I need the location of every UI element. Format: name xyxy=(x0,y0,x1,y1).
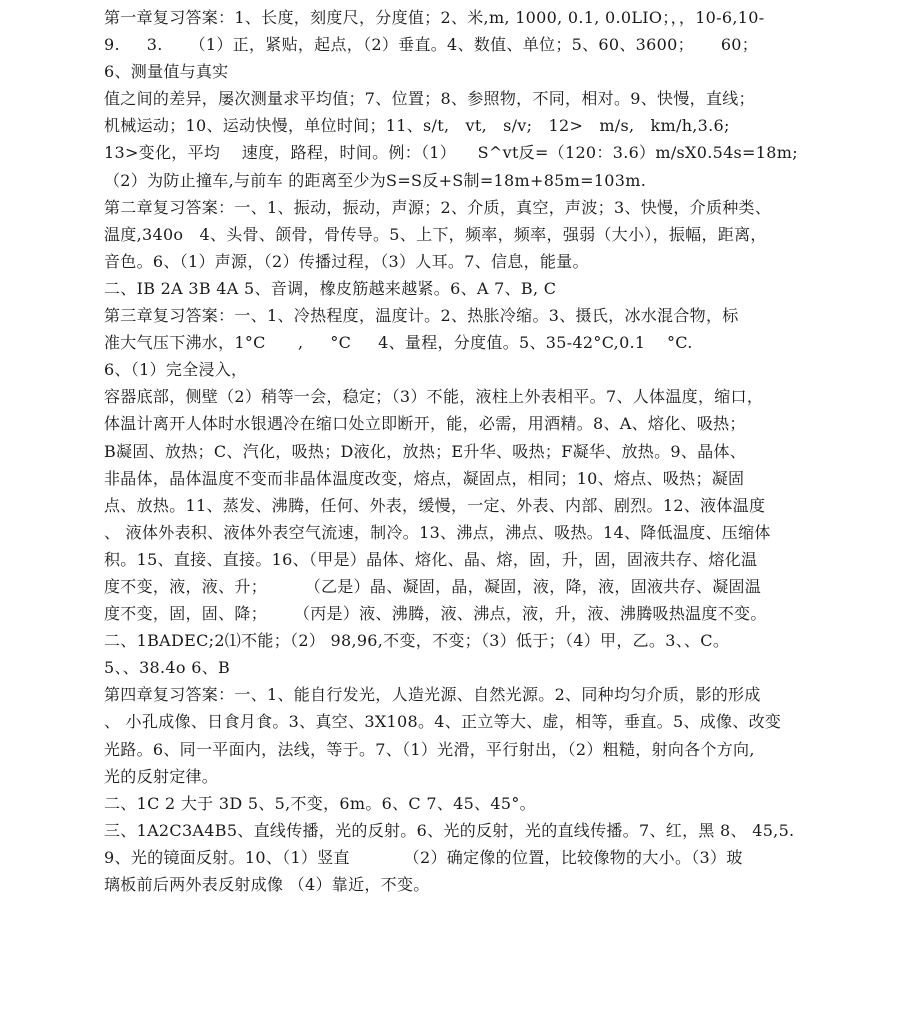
text-line: B凝固、放热；C、汽化，吸热；D液化，放热；E升华、吸热；F凝华、放热。9、晶体、 xyxy=(104,441,747,461)
text-line: 音色。6、（1）声源，（2）传播过程，（3）人耳。7、信息，能量。 xyxy=(104,251,589,271)
answer-document xyxy=(104,4,820,898)
text-line: （2）为防止撞车,与前车 的距离至少为S=S反+S制=18m+85m=103m. xyxy=(104,170,647,190)
text-line: 二、1BADEC;2⑴不能；（2） 98,96,不变，不变；（3）低于；（4）甲，乙。3、、C。 xyxy=(104,631,730,651)
text-line: 非晶体，晶体温度不变而非晶体温度改变，熔点，凝固点，相同；10、熔点、吸热；凝固 xyxy=(104,468,745,488)
text-line: 度不变，固，固、降； （丙是）液、沸腾，液、沸点，液，升，液、沸腾吸热温度不变。 xyxy=(104,604,767,624)
text-line: 准大气压下沸水，1°C , °C 4、量程，分度值。5、35-42°C,0.1 °C. xyxy=(104,333,693,353)
text-line: 积。15、直接、直接。16、（甲是）晶体、熔化、晶、熔，固，升，固，固液共存、熔化温 xyxy=(104,549,758,569)
text-line: 第一章复习答案：1、长度，刻度尺，分度值；2、米,m, 1000, 0.1, 0.0LIO；，，10-6,10- xyxy=(104,8,765,27)
text-line: 第四章复习答案：一、1、能自行发光，人造光源、自然光源。2、同种均匀介质，影的形成 xyxy=(104,685,761,705)
text-line: 值之间的差异，屡次测量求平均值；7、位置；8、参照物，不同，相对。9、快慢，直线； xyxy=(104,89,755,109)
text-line: 温度,340o 4、头骨、颌骨，骨传导。5、上下，频率，频率，强弱（大小），振幅，距离， xyxy=(104,224,767,244)
text-line: 体温计离开人体时水银遇冷在缩口处立即断开，能，必需，用酒精。8、A、熔化、吸热； xyxy=(104,414,746,434)
text-line: 光路。6、同一平面内，法线，等于。7、（1）光滑，平行射出，（2）粗糙，射向各个方向, xyxy=(104,739,755,759)
text-line: 机械运动；10、运动快慢，单位时间；11、s/t, vt, s/v; 12> m/s, km/h,3.6; xyxy=(104,116,730,136)
text-line: 第三章复习答案：一、1、冷热程度，温度计。2、热胀冷缩。3、摄氏，冰水混合物，标 xyxy=(104,306,739,326)
text-line: 9. 3. （1）正，紧贴，起点，（2）垂直。4、数值、单位；5、60、3600； 60； xyxy=(104,35,759,55)
text-line: 度不变，液，液、升； （乙是）晶、凝固，晶，凝固，液，降，液，固液共存、凝固温 xyxy=(104,576,762,596)
text-line: 光的反射定律。 xyxy=(104,766,219,786)
text-line: 第二章复习答案：一、1、振动，振动，声源；2、介质，真空，声波；3、快慢，介质种类、 xyxy=(104,197,772,217)
text-line: 6、（1）完全浸入， xyxy=(104,360,248,380)
text-line: 、 小孔成像、日食月食。3、真空、3X108。4、正立等大、虚，相等，垂直。5、成像、改变 xyxy=(104,712,782,732)
text-line: 二、IB 2A 3B 4A 5、音调，橡皮筋越来越紧。6、A 7、B, C xyxy=(104,278,557,298)
text-line: 5、、38.4o 6、B xyxy=(104,658,231,678)
text-line: 三、1A2C3A4B5、直线传播，光的反射。6、光的反射，光的直线传播。7、红，黑 8、 45,5. xyxy=(104,820,795,840)
text-line: 容器底部，侧壁（2）稍等一会，稳定；（3）不能，液柱上外表相平。7、人体温度，缩口， xyxy=(104,387,764,407)
text-line: 点、放热。11、蒸发、沸腾，任何、外表，缓慢，一定、外表、内部、剧烈。12、液体温度 xyxy=(104,495,766,515)
text-line: 13>变化，平均 速度，路程，时间。例：（1） S^vt反=（120：3.6）m/sX0.54s=18m; xyxy=(104,143,798,163)
text-line: 、 液体外表积、液体外表空气流速，制冷。13、沸点，沸点、吸热。14、降低温度、压缩体 xyxy=(104,522,771,542)
text-line: 9、光的镜面反射。10、（1）竖直 （2）确定像的位置，比较像物的大小。（3）玻 xyxy=(104,847,743,867)
text-line: 璃板前后两外表反射成像 （4）靠近，不变。 xyxy=(104,875,430,894)
text-line: 6、测量值与真实 xyxy=(104,62,229,82)
text-line: 二、1C 2 大于 3D 5、5,不变，6m。6、C 7、45、45°。 xyxy=(104,793,536,813)
